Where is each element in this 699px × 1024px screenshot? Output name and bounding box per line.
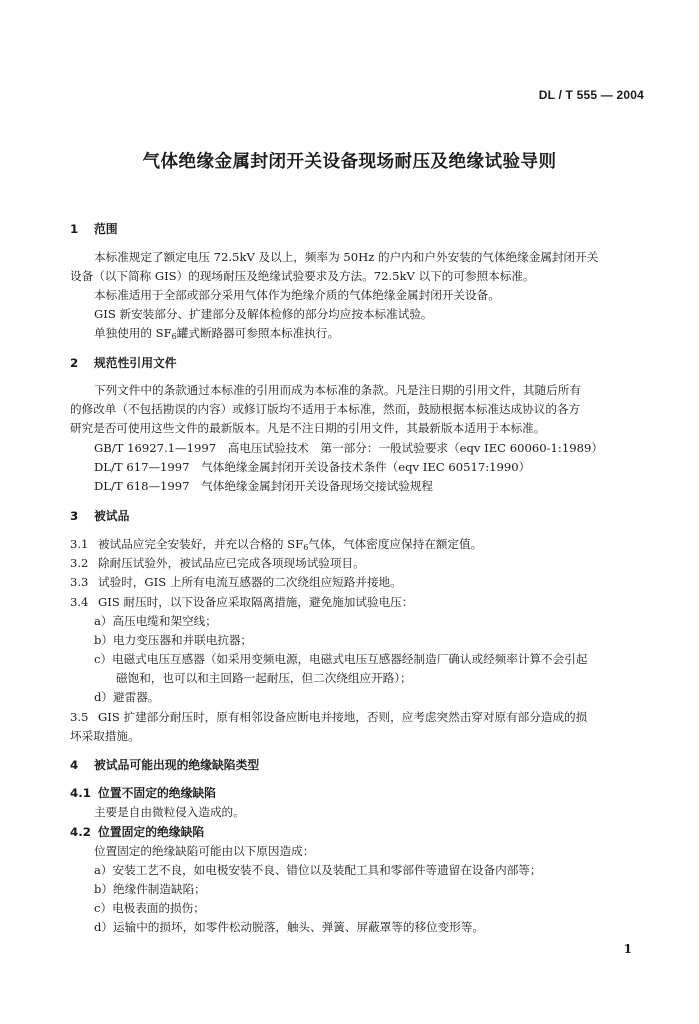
subsection-4-1-title: 位置不固定的绝缘缺陷 [98, 786, 216, 800]
item-3-5-number: 3.5 [70, 710, 89, 724]
item-3-1-number: 3.1 [70, 537, 89, 551]
section-4-number: 4 [70, 758, 79, 772]
subsection-4-1-text: 主要是自由微粒侵入造成的。 [94, 805, 245, 819]
s1-p4-text: 单独使用的 SF [94, 326, 172, 340]
section-1-title: 范围 [94, 222, 118, 236]
section-2-heading [70, 356, 177, 376]
item-3-5-line-2: 坏采取措施。 [70, 729, 140, 743]
page-number: 1 [623, 942, 632, 956]
section-4-title: 被试品可能出现的绝缘缺陷类型 [94, 758, 260, 772]
item-3-4-a: a）高压电缆和架空线； [94, 614, 217, 628]
item-3-4-c-line-1: c）电磁式电压互感器（如采用变频电源，电磁式电压互感器经制造厂确认或经频率计算不会引起 [94, 652, 588, 666]
subsection-4-1-heading [70, 786, 216, 806]
item-4-2-b: b）绝缘件制造缺陷； [94, 882, 206, 896]
section-3-number: 3 [70, 509, 79, 523]
item-3-2-number: 3.2 [70, 556, 89, 570]
sf6-subscript: 6 [303, 543, 309, 552]
item-3-3-text: 试验时，GIS 上所有电流互感器的二次绕组应短路并接地。 [98, 575, 402, 589]
section-1-number: 1 [70, 222, 79, 236]
item-3-5-line-1 [70, 710, 587, 730]
item-3-2-text: 除耐压试验外，被试品应已完成各项现场试验项目。 [98, 556, 365, 570]
section-2-number: 2 [70, 356, 79, 370]
section-2-title: 规范性引用文件 [94, 356, 177, 370]
s1-paragraph-3: GIS 新安装部分、扩建部分及解体检修的部分均应按本标准试验。 [94, 307, 433, 321]
sf6-subscript: 6 [171, 332, 177, 341]
item-3-5-text: GIS 扩建部分耐压时，原有相邻设备应断电并接地，否则，应考虑突然击穿对原有部分造成的损 [98, 710, 588, 724]
item-3-4-c-line-2: 磁饱和，也可以和主回路一起耐压，但二次绕组应开路）； [116, 671, 412, 685]
item-3-1-text: 被试品应完全安装好，并充以合格的 SF [98, 537, 304, 551]
s2-paragraph-line-2: 的修改单（不包括勘误的内容）或修订版均不适用于本标准，然而，鼓励根据本标准达成协议的各方 [70, 402, 581, 416]
s1-p4-text-end: 罐式断路器可参照本标准执行。 [176, 326, 340, 340]
s2-paragraph-line-1: 下列文件中的条款通过本标准的引用而成为本标准的条款。凡是注日期的引用文件，其随后所有 [94, 383, 581, 397]
item-4-2-d: d）运输中的损坏，如零件松动脱落，触头、弹簧、屏蔽罩等的移位变形等。 [94, 920, 485, 934]
section-3-heading [70, 509, 129, 529]
reference-gb-16927: GB/T 16927.1—1997 高电压试验技术 第一部分：一般试验要求（eqv IEC 60060-1:1989） [94, 441, 603, 455]
item-3-4 [70, 595, 413, 615]
item-3-4-b: b）电力变压器和并联电抗器； [94, 633, 253, 647]
subsection-4-2-heading [70, 825, 204, 845]
subsection-4-2-number: 4.2 [70, 825, 91, 839]
item-3-4-number: 3.4 [70, 595, 89, 609]
item-4-2-c: c）电极表面的损伤； [94, 901, 205, 915]
item-3-4-d: d）避雷器。 [94, 690, 160, 704]
item-3-4-text: GIS 耐压时，以下设备应采取隔离措施，避免施加试验电压： [98, 595, 414, 609]
s1-paragraph-1-line-1: 本标准规定了额定电压 72.5kV 及以上，频率为 50Hz 的户内和户外安装的气体绝缘金属封闭开关 [94, 250, 599, 264]
reference-dl-617: DL/T 617—1997 气体绝缘金属封闭开关设备技术条件（eqv IEC 60517:1990） [94, 460, 531, 474]
item-3-1-text-end: 气体，气体密度应保持在额定值。 [308, 537, 483, 551]
s2-paragraph-line-3: 研究是否可使用这些文件的最新版本。凡是不注日期的引用文件，其最新版本适用于本标准。 [70, 421, 546, 435]
document-title: 气体绝缘金属封闭开关设备现场耐压及绝缘试验导则 [142, 152, 557, 172]
section-3-title: 被试品 [94, 509, 130, 523]
item-3-3 [70, 575, 402, 595]
item-3-1 [70, 537, 482, 557]
subsection-4-2-text: 位置固定的绝缘缺陷可能由以下原因造成： [94, 844, 315, 858]
s1-paragraph-1-line-2: 设备（以下简称 GIS）的现场耐压及绝缘试验要求及方法。72.5kV 以下的可参照本标准。 [70, 269, 535, 283]
reference-dl-618: DL/T 618—1997 气体绝缘金属封闭开关设备现场交接试验规程 [94, 479, 434, 493]
standard-code: DL / T 555 — 2004 [538, 88, 644, 102]
item-3-3-number: 3.3 [70, 575, 89, 589]
item-3-2 [70, 556, 365, 576]
section-1-heading [70, 222, 118, 242]
s1-paragraph-2: 本标准适用于全部或部分采用气体作为绝缘介质的气体绝缘金属封闭开关设备。 [94, 288, 500, 302]
item-4-2-a: a）安装工艺不良，如电极安装不良、错位以及装配工具和零部件等遗留在设备内部等； [94, 863, 542, 877]
s1-paragraph-4 [94, 326, 339, 346]
section-4-heading [70, 758, 259, 778]
subsection-4-2-title: 位置固定的绝缘缺陷 [98, 825, 205, 839]
subsection-4-1-number: 4.1 [70, 786, 91, 800]
